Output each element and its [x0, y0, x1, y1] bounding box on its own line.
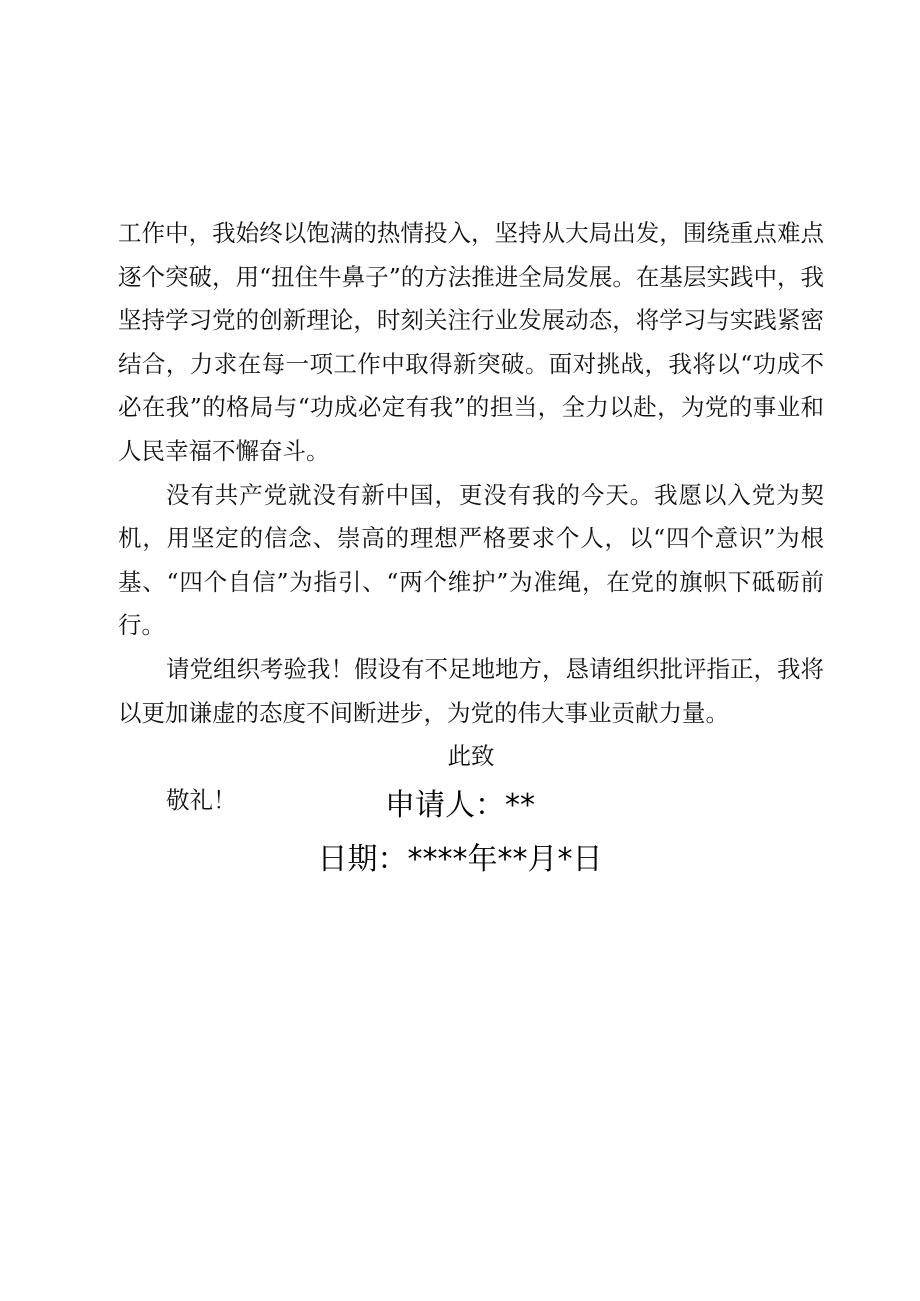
- paragraph-request-review: 请党组织考验我！假设有不足地地方，恳请组织批评指正，我将以更加谦虚的态度不间断进步，为党的伟大事业贡献力量。: [118, 654, 824, 727]
- paragraph-party-gratitude: 没有共产党就没有新中国，更没有我的今天。我愿以入党为契机，用坚定的信念、崇高的理想严格要求个人，以“四个意识”为根基、“四个自信”为指引、“两个维护”为准绳，在党的旗帜下砥砺前行。: [118, 480, 824, 640]
- greeting-phrase: 敬礼！: [166, 785, 237, 814]
- closing-phrase: 此致: [447, 742, 495, 771]
- applicant-signature: 申请人：**: [385, 788, 535, 823]
- paragraph-continuation: 工作中，我始终以饱满的热情投入，坚持从大局出发，围绕重点难点逐个突破，用“扭住牛鼻子”的方法推进全局发展。在基层实践中，我坚持学习党的创新理论，时刻关注行业发展动态，将学习与实践紧密结合，力求在每一项工作中取得新突破。面对挑战，我将以“功成不必在我”的格局与“功成必定有我”的担当，全力以赴，为党的事业和人民幸福不懈奋斗。: [118, 219, 824, 465]
- signature-date: 日期：****年**月*日: [317, 842, 603, 877]
- letter-body: [118, 212, 824, 822]
